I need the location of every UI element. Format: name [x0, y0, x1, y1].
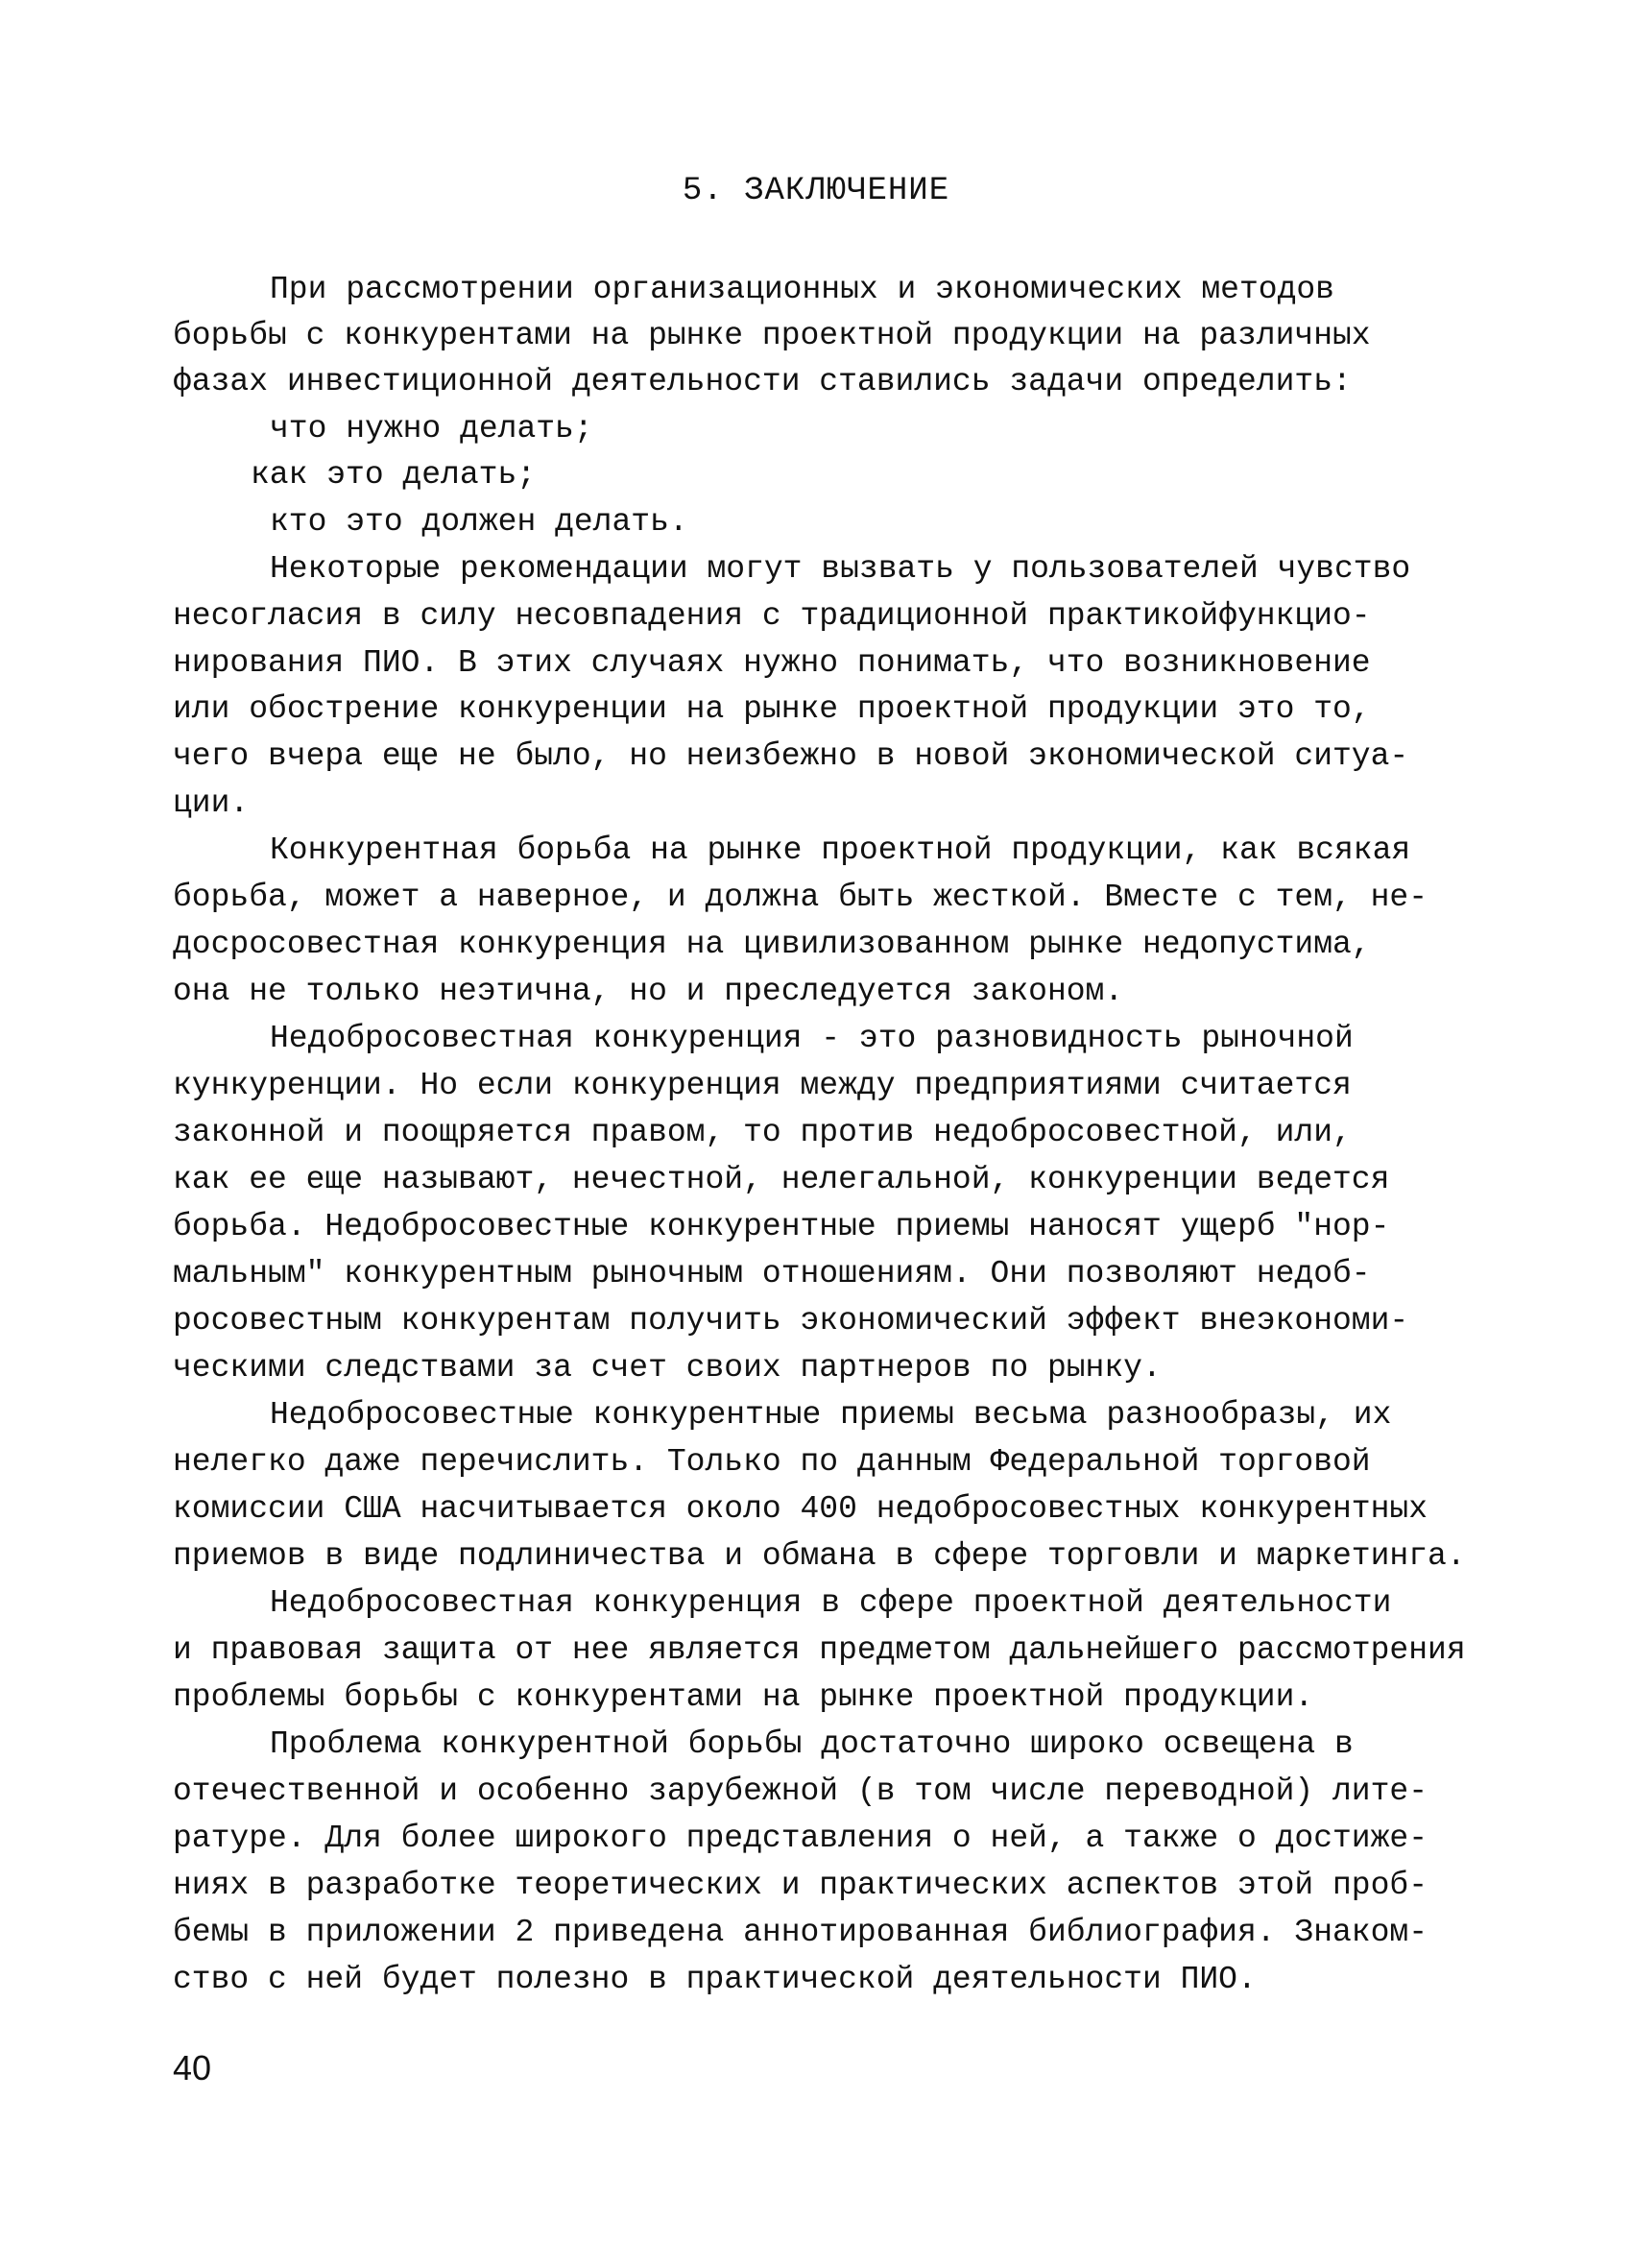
text-line: законной и поощряется правом, то против недобросовестной, или, [173, 1115, 1352, 1150]
text-line: При рассмотрении организационных и экономических методов [270, 272, 1334, 307]
text-line: бемы в приложении 2 приведена аннотированная библиография. Знаком- [173, 1915, 1428, 1950]
text-line: ратуре. Для более широкого представления о ней, а также о достиже- [173, 1821, 1428, 1856]
page-number: 40 [173, 2048, 212, 2087]
section-heading: 5. ЗАКЛЮЧЕНИЕ [682, 173, 950, 209]
text-line: что нужно делать; [270, 411, 593, 446]
text-line: кто это должен делать. [270, 504, 688, 540]
text-line: ции. [173, 785, 250, 821]
text-line: Конкурентная борьба на рынке проектной продукции, как всякая [270, 832, 1411, 868]
text-line: нирования ПИО. В этих случаях нужно понимать, что возникновение [173, 645, 1371, 681]
text-line: отечественной и особенно зарубежной (в том числе переводной) лите- [173, 1773, 1428, 1809]
text-line: Недобросовестные конкурентные приемы весьма разнообразы, их [270, 1397, 1392, 1433]
text-line: ческими следствами за счет своих партнеров по рынку. [173, 1350, 1162, 1386]
text-line: проблемы борьбы с конкурентами на рынке проектной продукции. [173, 1679, 1314, 1715]
text-line: досросовестная конкуренция на цивилизованном рынке недопустима, [173, 927, 1371, 962]
text-line: Недобросовестная конкуренция в сфере проектной деятельности [270, 1585, 1392, 1621]
text-line: фазах инвестиционной деятельности ставились задачи определить: [173, 364, 1352, 399]
text-line: ниях в разработке теоретических и практических аспектов этой проб- [173, 1868, 1428, 1903]
text-line: кункуренции. Но если конкуренция между предприятиями считается [173, 1068, 1352, 1103]
text-line: Некоторые рекомендации могут вызвать у пользователей чувство [270, 551, 1411, 587]
text-line: Недобросовестная конкуренция - это разновидность рыночной [270, 1021, 1354, 1056]
text-line: как это делать; [251, 457, 537, 493]
text-line: она не только неэтична, но и преследуется законом. [173, 974, 1124, 1009]
text-line: нелегко даже перечислить. Только по данным Федеральной торговой [173, 1444, 1371, 1480]
text-line: или обострение конкуренции на рынке проектной продукции это то, [173, 691, 1371, 727]
text-line: и правовая защита от нее является предметом дальнейшего рассмотрения [173, 1632, 1466, 1668]
text-line: Проблема конкурентной борьбы достаточно широко освещена в [270, 1726, 1354, 1762]
text-line: приемов в виде подлиничества и обмана в сфере торговли и маркетинга. [173, 1538, 1466, 1574]
text-line: мальным" конкурентным рыночным отношениям. Они позволяют недоб- [173, 1256, 1371, 1291]
text-line: ство с ней будет полезно в практической деятельности ПИО. [173, 1962, 1257, 1997]
text-line: росовестным конкурентам получить экономический эффект внеэкономи- [173, 1303, 1409, 1339]
text-line: несогласия в силу несовпадения с традиционной практикойфункцио- [173, 598, 1371, 634]
text-line: комиссии США насчитывается около 400 недобросовестных конкурентных [173, 1491, 1428, 1527]
text-line: борьба. Недобросовестные конкурентные приемы наносят ущерб "нор- [173, 1209, 1390, 1244]
text-line: как ее еще называют, нечестной, нелегальной, конкуренции ведется [173, 1162, 1390, 1197]
text-line: борьба, может а наверное, и должна быть жесткой. Вместе с тем, не- [173, 880, 1428, 915]
text-line: чего вчера еще не было, но неизбежно в новой экономической ситуа- [173, 738, 1409, 774]
text-line: борьбы с конкурентами на рынке проектной продукции на различных [173, 318, 1371, 353]
